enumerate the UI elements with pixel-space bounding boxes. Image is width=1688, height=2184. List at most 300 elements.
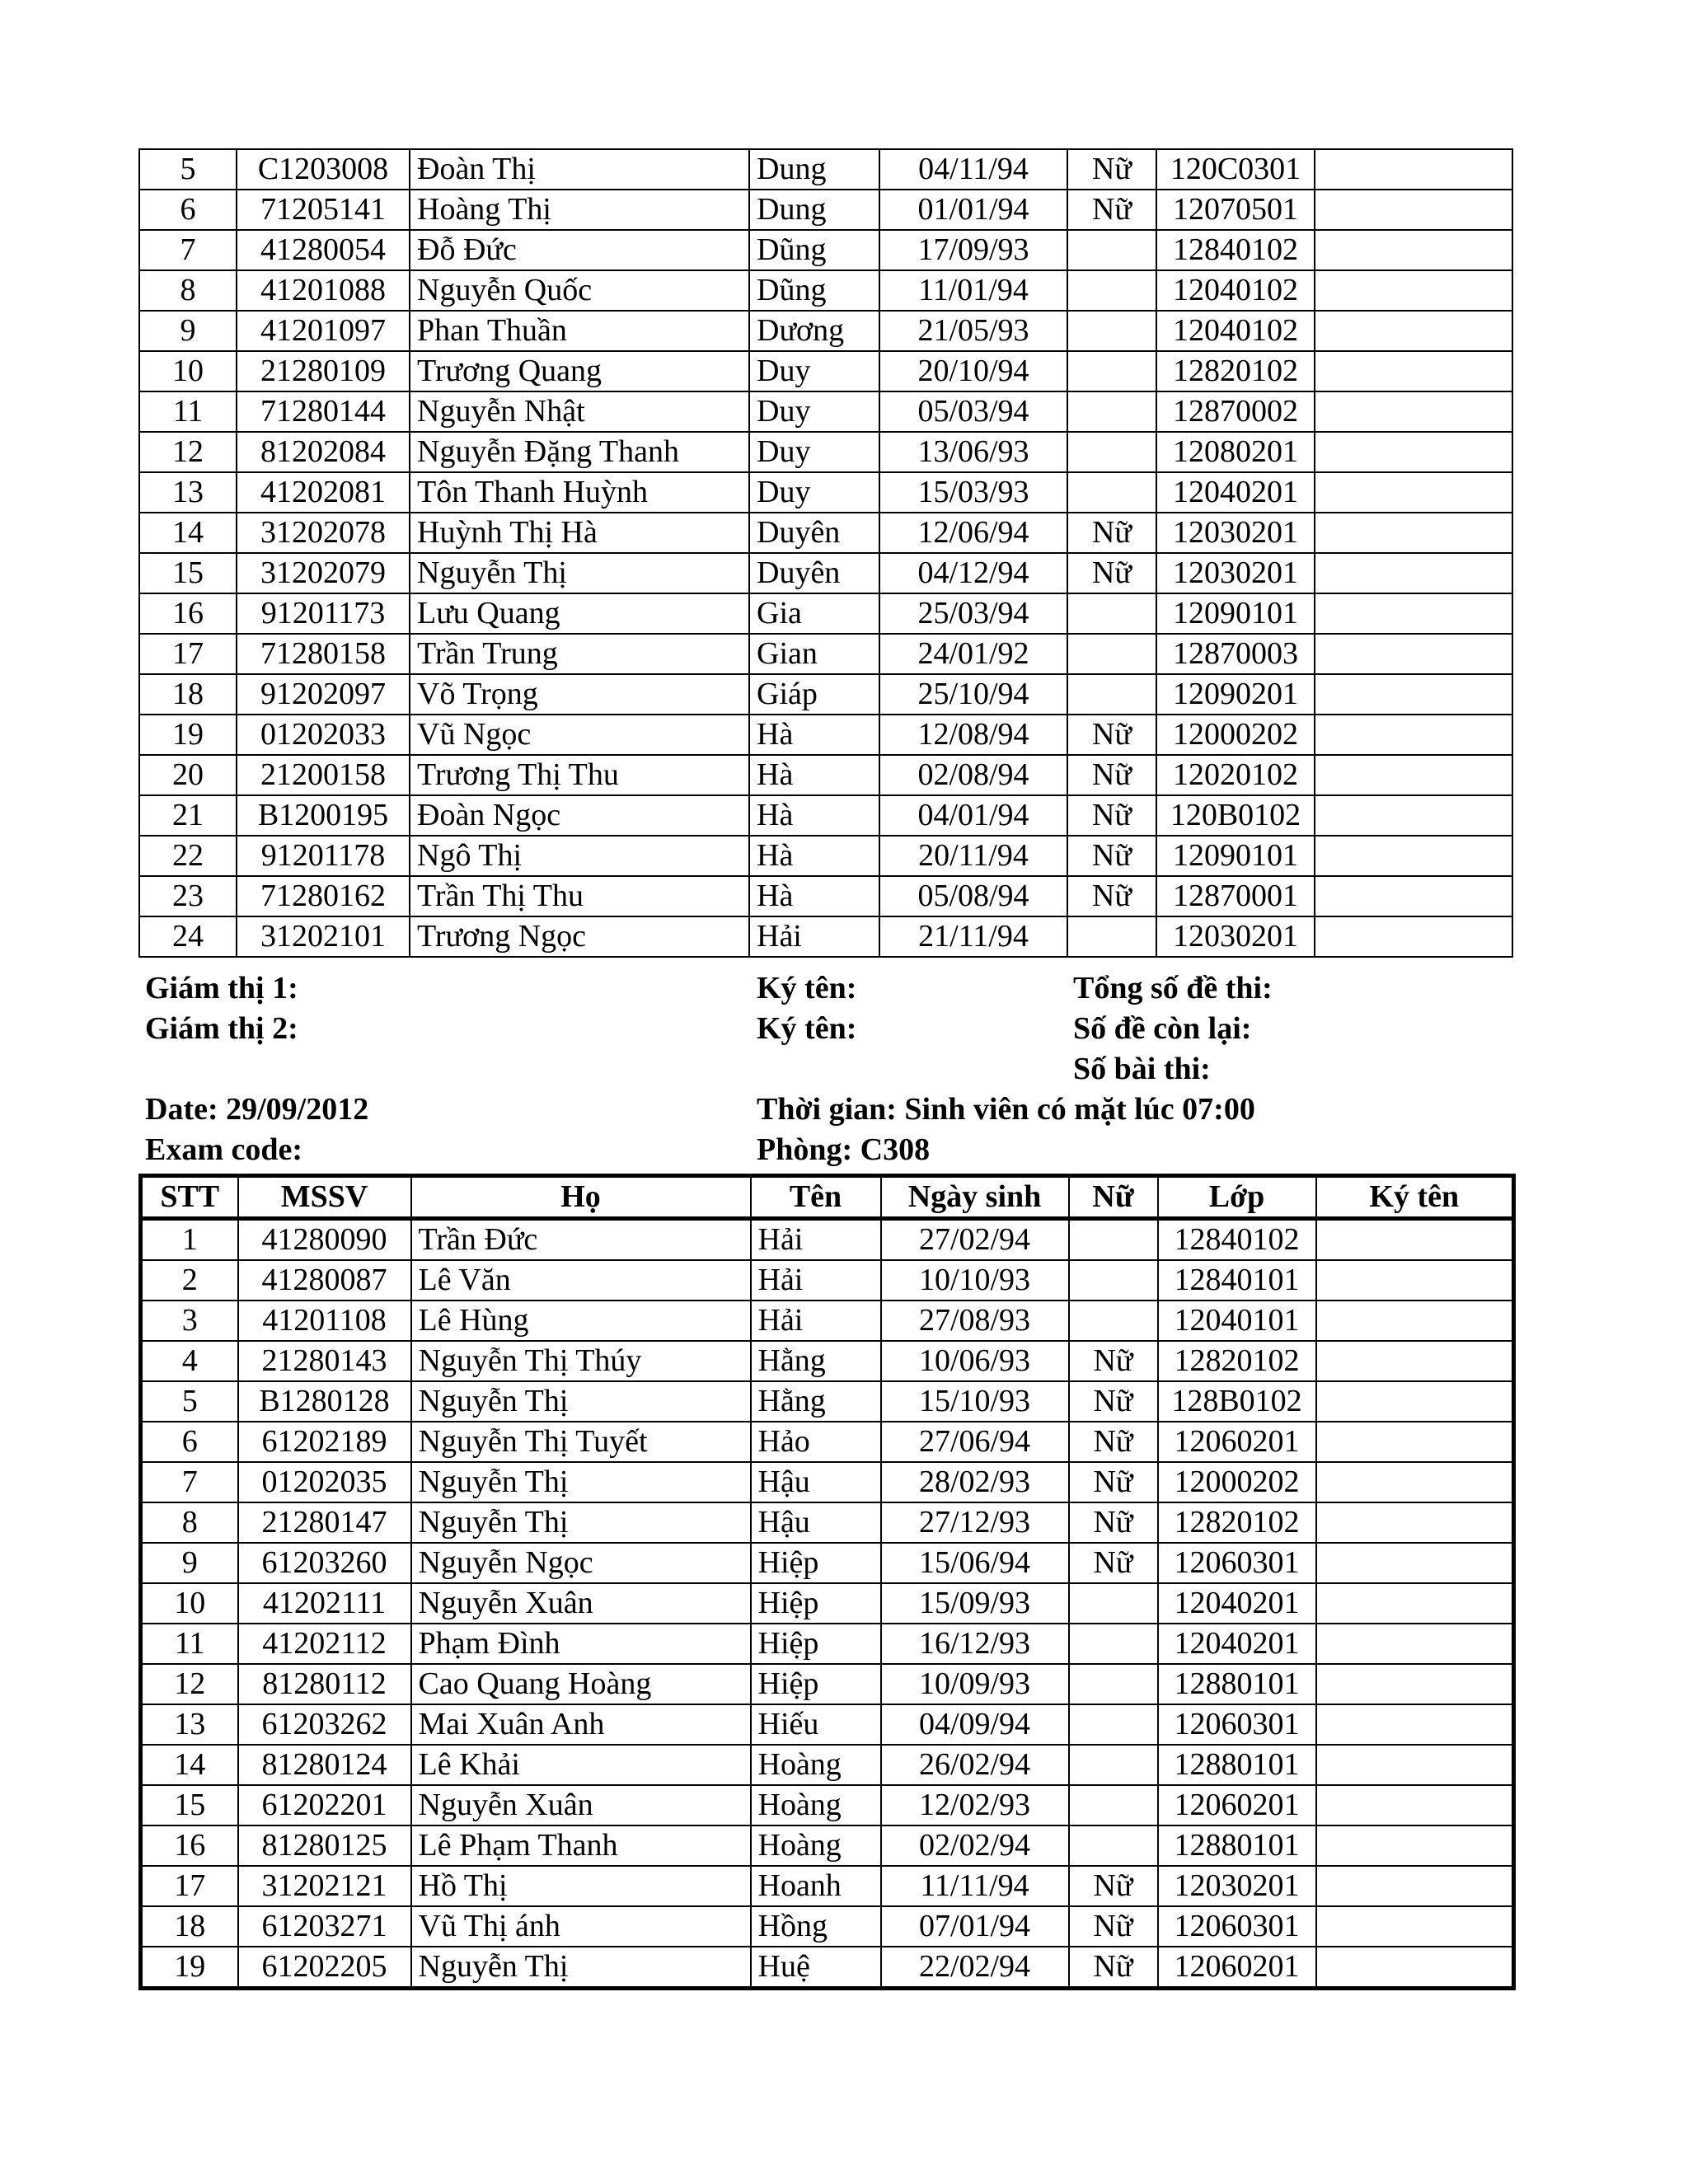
signature-cell (1315, 634, 1512, 674)
birth-date-cell: 10/06/93 (881, 1341, 1069, 1381)
given-name-cell: Hiệp (751, 1543, 881, 1583)
stt-cell: 24 (139, 916, 237, 957)
table-row (141, 1301, 1514, 1341)
signature-1-label: Ký tên: (757, 971, 857, 1005)
class-cell: 12870003 (1156, 634, 1315, 674)
surname-cell: Cao Quang Hoàng (411, 1664, 751, 1704)
birth-date-cell: 02/08/94 (879, 755, 1067, 795)
signature-cell (1315, 795, 1512, 836)
table-row (139, 755, 1512, 795)
stt-cell: 16 (141, 1825, 238, 1866)
given-name-cell: Duyên (749, 553, 879, 593)
birth-date-cell: 12/02/93 (881, 1785, 1069, 1825)
student-id-cell: 71280158 (237, 634, 410, 674)
signature-cell (1316, 1704, 1514, 1745)
female-cell: Nữ (1067, 876, 1156, 916)
class-cell: 128B0102 (1158, 1381, 1316, 1422)
col-header-female: Nữ (1069, 1176, 1158, 1219)
student-id-cell: 91201178 (237, 836, 410, 876)
female-cell: Nữ (1067, 795, 1156, 836)
invigilator-2-label: Giám thị 2: (145, 1011, 298, 1046)
student-id-cell: 81280112 (238, 1664, 411, 1704)
surname-cell: Lê Hùng (411, 1301, 751, 1341)
signature-cell (1315, 432, 1512, 472)
birth-date-cell: 27/02/94 (881, 1219, 1069, 1261)
signature-cell (1316, 1543, 1514, 1583)
given-name-cell: Hà (749, 715, 879, 755)
stt-cell: 17 (139, 634, 237, 674)
student-id-cell: 81280125 (238, 1825, 411, 1866)
given-name-cell: Hà (749, 836, 879, 876)
female-cell: Nữ (1067, 149, 1156, 190)
class-cell: 12040201 (1158, 1583, 1316, 1624)
given-name-cell: Gian (749, 634, 879, 674)
table-row (141, 1664, 1514, 1704)
birth-date-cell: 21/11/94 (879, 916, 1067, 957)
given-name-cell: Hải (751, 1219, 881, 1261)
table-row (139, 149, 1512, 190)
female-cell: Nữ (1069, 1543, 1158, 1583)
female-cell: Nữ (1067, 715, 1156, 755)
birth-date-cell: 15/03/93 (879, 472, 1067, 513)
student-table (138, 1174, 1516, 1990)
student-id-cell: 01202035 (238, 1462, 411, 1502)
stt-cell: 5 (141, 1381, 238, 1422)
table-row (141, 1906, 1514, 1947)
table-row (139, 553, 1512, 593)
given-name-cell: Hiếu (751, 1704, 881, 1745)
class-cell: 12040102 (1156, 270, 1315, 311)
student-id-cell: 31202101 (237, 916, 410, 957)
surname-cell: Trần Trung (410, 634, 749, 674)
surname-cell: Trần Thị Thu (410, 876, 749, 916)
surname-cell: Võ Trọng (410, 674, 749, 715)
col-header-given-name: Tên (751, 1176, 881, 1219)
female-cell (1067, 472, 1156, 513)
surname-cell: Lê Phạm Thanh (411, 1825, 751, 1866)
birth-date-cell: 27/12/93 (881, 1502, 1069, 1543)
class-cell: 12030201 (1156, 553, 1315, 593)
signature-cell (1315, 553, 1512, 593)
table-row (141, 1947, 1514, 1989)
student-table-continued (138, 148, 1513, 958)
stt-cell: 8 (141, 1502, 238, 1543)
signature-cell (1315, 513, 1512, 553)
female-cell (1067, 391, 1156, 432)
table-row (141, 1583, 1514, 1624)
table-row (141, 1543, 1514, 1583)
student-id-cell: 61203260 (238, 1543, 411, 1583)
given-name-cell: Huệ (751, 1947, 881, 1989)
given-name-cell: Hồng (751, 1906, 881, 1947)
student-id-cell: 31202079 (237, 553, 410, 593)
table-row (139, 472, 1512, 513)
given-name-cell: Dũng (749, 270, 879, 311)
table-row (139, 311, 1512, 351)
table-row (141, 1745, 1514, 1785)
student-id-cell: 31202121 (238, 1866, 411, 1906)
surname-cell: Nguyễn Thị (411, 1381, 751, 1422)
given-name-cell: Duy (749, 391, 879, 432)
birth-date-cell: 24/01/92 (879, 634, 1067, 674)
birth-date-cell: 22/02/94 (881, 1947, 1069, 1989)
stt-cell: 14 (141, 1745, 238, 1785)
student-id-cell: 71280144 (237, 391, 410, 432)
table-row (141, 1704, 1514, 1745)
female-cell (1067, 634, 1156, 674)
given-name-cell: Hà (749, 755, 879, 795)
student-id-cell: 01202033 (237, 715, 410, 755)
col-header-student-id: MSSV (238, 1176, 411, 1219)
stt-cell: 21 (139, 795, 237, 836)
surname-cell: Ngô Thị (410, 836, 749, 876)
birth-date-cell: 04/12/94 (879, 553, 1067, 593)
table-row (139, 270, 1512, 311)
table-row (141, 1219, 1514, 1261)
total-papers-label: Tổng số đề thi: (1073, 971, 1273, 1005)
female-cell (1067, 432, 1156, 472)
student-table-header (141, 1176, 1514, 1219)
signature-cell (1316, 1462, 1514, 1502)
surname-cell: Huỳnh Thị Hà (410, 513, 749, 553)
given-name-cell: Hoàng (751, 1825, 881, 1866)
birth-date-cell: 27/06/94 (881, 1422, 1069, 1462)
class-cell: 12000202 (1156, 715, 1315, 755)
table-row (141, 1260, 1514, 1301)
given-name-cell: Duy (749, 351, 879, 391)
female-cell (1069, 1704, 1158, 1745)
table-row (139, 432, 1512, 472)
signature-cell (1316, 1219, 1514, 1261)
table-row (139, 674, 1512, 715)
student-id-cell: 71280162 (237, 876, 410, 916)
given-name-cell: Hiệp (751, 1664, 881, 1704)
class-cell: 12060301 (1158, 1704, 1316, 1745)
female-cell (1067, 916, 1156, 957)
female-cell: Nữ (1069, 1906, 1158, 1947)
signature-cell (1315, 674, 1512, 715)
surname-cell: Phan Thuần (410, 311, 749, 351)
student-id-cell: 41202111 (238, 1583, 411, 1624)
table-row (139, 391, 1512, 432)
female-cell (1069, 1301, 1158, 1341)
female-cell: Nữ (1069, 1381, 1158, 1422)
stt-cell: 19 (141, 1947, 238, 1989)
stt-cell: 15 (141, 1785, 238, 1825)
student-id-cell: 21200158 (237, 755, 410, 795)
stt-cell: 20 (139, 755, 237, 795)
birth-date-cell: 20/10/94 (879, 351, 1067, 391)
surname-cell: Nguyễn Thị Thúy (411, 1341, 751, 1381)
table-row (139, 876, 1512, 916)
given-name-cell: Hằng (751, 1341, 881, 1381)
female-cell (1067, 230, 1156, 270)
surname-cell: Trương Thị Thu (410, 755, 749, 795)
birth-date-cell: 04/01/94 (879, 795, 1067, 836)
table-row (139, 351, 1512, 391)
class-cell: 12820102 (1158, 1502, 1316, 1543)
given-name-cell: Dung (749, 149, 879, 190)
given-name-cell: Hiệp (751, 1583, 881, 1624)
female-cell (1067, 351, 1156, 391)
stt-cell: 9 (141, 1543, 238, 1583)
class-cell: 12840102 (1158, 1219, 1316, 1261)
stt-cell: 6 (139, 190, 237, 230)
surname-cell: Đoàn Thị (410, 149, 749, 190)
stt-cell: 13 (141, 1704, 238, 1745)
signature-cell (1316, 1381, 1514, 1422)
class-cell: 12090101 (1156, 593, 1315, 634)
birth-date-cell: 12/08/94 (879, 715, 1067, 755)
col-header-birth-date: Ngày sinh (881, 1176, 1069, 1219)
stt-cell: 18 (141, 1906, 238, 1947)
surname-cell: Nguyễn Ngọc (411, 1543, 751, 1583)
birth-date-cell: 01/01/94 (879, 190, 1067, 230)
student-id-cell: 61203271 (238, 1906, 411, 1947)
given-name-cell: Hải (749, 916, 879, 957)
stt-cell: 23 (139, 876, 237, 916)
class-cell: 12060301 (1158, 1543, 1316, 1583)
birth-date-cell: 26/02/94 (881, 1745, 1069, 1785)
birth-date-cell: 27/08/93 (881, 1301, 1069, 1341)
table-row (141, 1866, 1514, 1906)
student-id-cell: 41280090 (238, 1219, 411, 1261)
signature-2-label: Ký tên: (757, 1011, 857, 1046)
surname-cell: Đỗ Đức (410, 230, 749, 270)
student-id-cell: 61202201 (238, 1785, 411, 1825)
signature-cell (1316, 1624, 1514, 1664)
female-cell (1069, 1260, 1158, 1301)
signature-cell (1315, 391, 1512, 432)
signature-cell (1315, 270, 1512, 311)
table-row (141, 1785, 1514, 1825)
female-cell: Nữ (1069, 1947, 1158, 1989)
student-id-cell: 41202112 (238, 1624, 411, 1664)
signature-cell (1315, 836, 1512, 876)
class-cell: 12040101 (1158, 1301, 1316, 1341)
surname-cell: Phạm Đình (411, 1624, 751, 1664)
stt-cell: 11 (139, 391, 237, 432)
female-cell: Nữ (1069, 1422, 1158, 1462)
birth-date-cell: 05/03/94 (879, 391, 1067, 432)
stt-cell: 16 (139, 593, 237, 634)
student-id-cell: 61203262 (238, 1704, 411, 1745)
surname-cell: Vũ Thị ánh (411, 1906, 751, 1947)
birth-date-cell: 11/11/94 (881, 1866, 1069, 1906)
stt-cell: 3 (141, 1301, 238, 1341)
student-id-cell: 41280087 (238, 1260, 411, 1301)
student-id-cell: B1200195 (237, 795, 410, 836)
given-name-cell: Hoàng (751, 1785, 881, 1825)
surname-cell: Trần Đức (411, 1219, 751, 1261)
surname-cell: Trương Ngọc (410, 916, 749, 957)
birth-date-cell: 15/10/93 (881, 1381, 1069, 1422)
table-row (139, 795, 1512, 836)
stt-cell: 17 (141, 1866, 238, 1906)
surname-cell: Tôn Thanh Huỳnh (410, 472, 749, 513)
student-id-cell: 61202189 (238, 1422, 411, 1462)
class-cell: 12000202 (1158, 1462, 1316, 1502)
student-id-cell: 91202097 (237, 674, 410, 715)
female-cell (1069, 1624, 1158, 1664)
signature-cell (1316, 1301, 1514, 1341)
stt-cell: 12 (139, 432, 237, 472)
given-name-cell: Gia (749, 593, 879, 634)
exam-count-label: Số bài thi: (1073, 1052, 1211, 1086)
female-cell (1069, 1664, 1158, 1704)
signature-cell (1315, 755, 1512, 795)
signature-cell (1316, 1583, 1514, 1624)
class-cell: 12820102 (1158, 1341, 1316, 1381)
surname-cell: Nguyễn Thị (410, 553, 749, 593)
birth-date-cell: 25/10/94 (879, 674, 1067, 715)
female-cell: Nữ (1067, 190, 1156, 230)
birth-date-cell: 12/06/94 (879, 513, 1067, 553)
birth-date-cell: 10/10/93 (881, 1260, 1069, 1301)
signature-cell (1316, 1866, 1514, 1906)
stt-cell: 4 (141, 1341, 238, 1381)
stt-cell: 10 (141, 1583, 238, 1624)
class-cell: 120C0301 (1156, 149, 1315, 190)
given-name-cell: Hằng (751, 1381, 881, 1422)
table-row (139, 916, 1512, 957)
given-name-cell: Hoanh (751, 1866, 881, 1906)
stt-cell: 8 (139, 270, 237, 311)
stt-cell: 15 (139, 553, 237, 593)
birth-date-cell: 05/08/94 (879, 876, 1067, 916)
birth-date-cell: 16/12/93 (881, 1624, 1069, 1664)
class-cell: 12880101 (1158, 1745, 1316, 1785)
student-id-cell: 71205141 (237, 190, 410, 230)
female-cell: Nữ (1067, 553, 1156, 593)
female-cell: Nữ (1067, 513, 1156, 553)
female-cell (1067, 674, 1156, 715)
surname-cell: Nguyễn Thị (411, 1502, 751, 1543)
invigilator-1-label: Giám thị 1: (145, 971, 298, 1005)
signature-cell (1316, 1341, 1514, 1381)
table-row (141, 1381, 1514, 1422)
birth-date-cell: 21/05/93 (879, 311, 1067, 351)
student-id-cell: 81280124 (238, 1745, 411, 1785)
female-cell (1069, 1785, 1158, 1825)
class-cell: 12060201 (1158, 1947, 1316, 1989)
stt-cell: 7 (139, 230, 237, 270)
birth-date-cell: 13/06/93 (879, 432, 1067, 472)
stt-cell: 6 (141, 1422, 238, 1462)
class-cell: 12030201 (1158, 1866, 1316, 1906)
given-name-cell: Duy (749, 432, 879, 472)
class-cell: 12020102 (1156, 755, 1315, 795)
student-id-cell: 21280143 (238, 1341, 411, 1381)
birth-date-cell: 17/09/93 (879, 230, 1067, 270)
signature-cell (1315, 593, 1512, 634)
table-row (141, 1502, 1514, 1543)
student-id-cell: 61202205 (238, 1947, 411, 1989)
table-row (139, 593, 1512, 634)
signature-cell (1316, 1906, 1514, 1947)
given-name-cell: Duy (749, 472, 879, 513)
surname-cell: Đoàn Ngọc (410, 795, 749, 836)
stt-cell: 1 (141, 1219, 238, 1261)
surname-cell: Lưu Quang (410, 593, 749, 634)
birth-date-cell: 15/09/93 (881, 1583, 1069, 1624)
female-cell: Nữ (1069, 1502, 1158, 1543)
signature-cell (1316, 1502, 1514, 1543)
exam-date: Date: 29/09/2012 (145, 1092, 369, 1127)
class-cell: 12880101 (1158, 1664, 1316, 1704)
signature-cell (1315, 190, 1512, 230)
given-name-cell: Hải (751, 1301, 881, 1341)
given-name-cell: Hậu (751, 1462, 881, 1502)
student-id-cell: 41201088 (237, 270, 410, 311)
signature-cell (1315, 230, 1512, 270)
stt-cell: 2 (141, 1260, 238, 1301)
stt-cell: 5 (139, 149, 237, 190)
signature-cell (1316, 1745, 1514, 1785)
student-id-cell: 21280109 (237, 351, 410, 391)
given-name-cell: Dung (749, 190, 879, 230)
signature-cell (1315, 472, 1512, 513)
given-name-cell: Hậu (751, 1502, 881, 1543)
table-row (141, 1624, 1514, 1664)
stt-cell: 14 (139, 513, 237, 553)
female-cell: Nữ (1067, 836, 1156, 876)
stt-cell: 12 (141, 1664, 238, 1704)
birth-date-cell: 04/09/94 (881, 1704, 1069, 1745)
signature-cell (1315, 351, 1512, 391)
class-cell: 12070501 (1156, 190, 1315, 230)
birth-date-cell: 25/03/94 (879, 593, 1067, 634)
class-cell: 12060201 (1158, 1785, 1316, 1825)
class-cell: 12880101 (1158, 1825, 1316, 1866)
class-cell: 12040102 (1156, 311, 1315, 351)
student-id-cell: 91201173 (237, 593, 410, 634)
col-header-stt: STT (141, 1176, 238, 1219)
class-cell: 12060201 (1158, 1422, 1316, 1462)
surname-cell: Hồ Thị (411, 1866, 751, 1906)
header-row (141, 1176, 1514, 1219)
female-cell (1067, 270, 1156, 311)
female-cell (1069, 1583, 1158, 1624)
student-id-cell: 31202078 (237, 513, 410, 553)
surname-cell: Mai Xuân Anh (411, 1704, 751, 1745)
given-name-cell: Duyên (749, 513, 879, 553)
surname-cell: Trương Quang (410, 351, 749, 391)
surname-cell: Nguyễn Thị (411, 1462, 751, 1502)
class-cell: 12090201 (1156, 674, 1315, 715)
surname-cell: Nguyễn Thị (411, 1947, 751, 1989)
class-cell: 12030201 (1156, 513, 1315, 553)
given-name-cell: Dương (749, 311, 879, 351)
student-id-cell: 41202081 (237, 472, 410, 513)
birth-date-cell: 11/01/94 (879, 270, 1067, 311)
birth-date-cell: 15/06/94 (881, 1543, 1069, 1583)
stt-cell: 13 (139, 472, 237, 513)
student-id-cell: 21280147 (238, 1502, 411, 1543)
class-cell: 12030201 (1156, 916, 1315, 957)
exam-code-label: Exam code: (145, 1132, 303, 1167)
surname-cell: Nguyễn Xuân (411, 1785, 751, 1825)
class-cell: 12870001 (1156, 876, 1315, 916)
signature-cell (1316, 1947, 1514, 1989)
table-row (139, 230, 1512, 270)
student-id-cell: C1203008 (237, 149, 410, 190)
table-row (141, 1825, 1514, 1866)
col-header-class: Lớp (1158, 1176, 1316, 1219)
surname-cell: Vũ Ngọc (410, 715, 749, 755)
given-name-cell: Hà (749, 795, 879, 836)
class-cell: 12040201 (1156, 472, 1315, 513)
